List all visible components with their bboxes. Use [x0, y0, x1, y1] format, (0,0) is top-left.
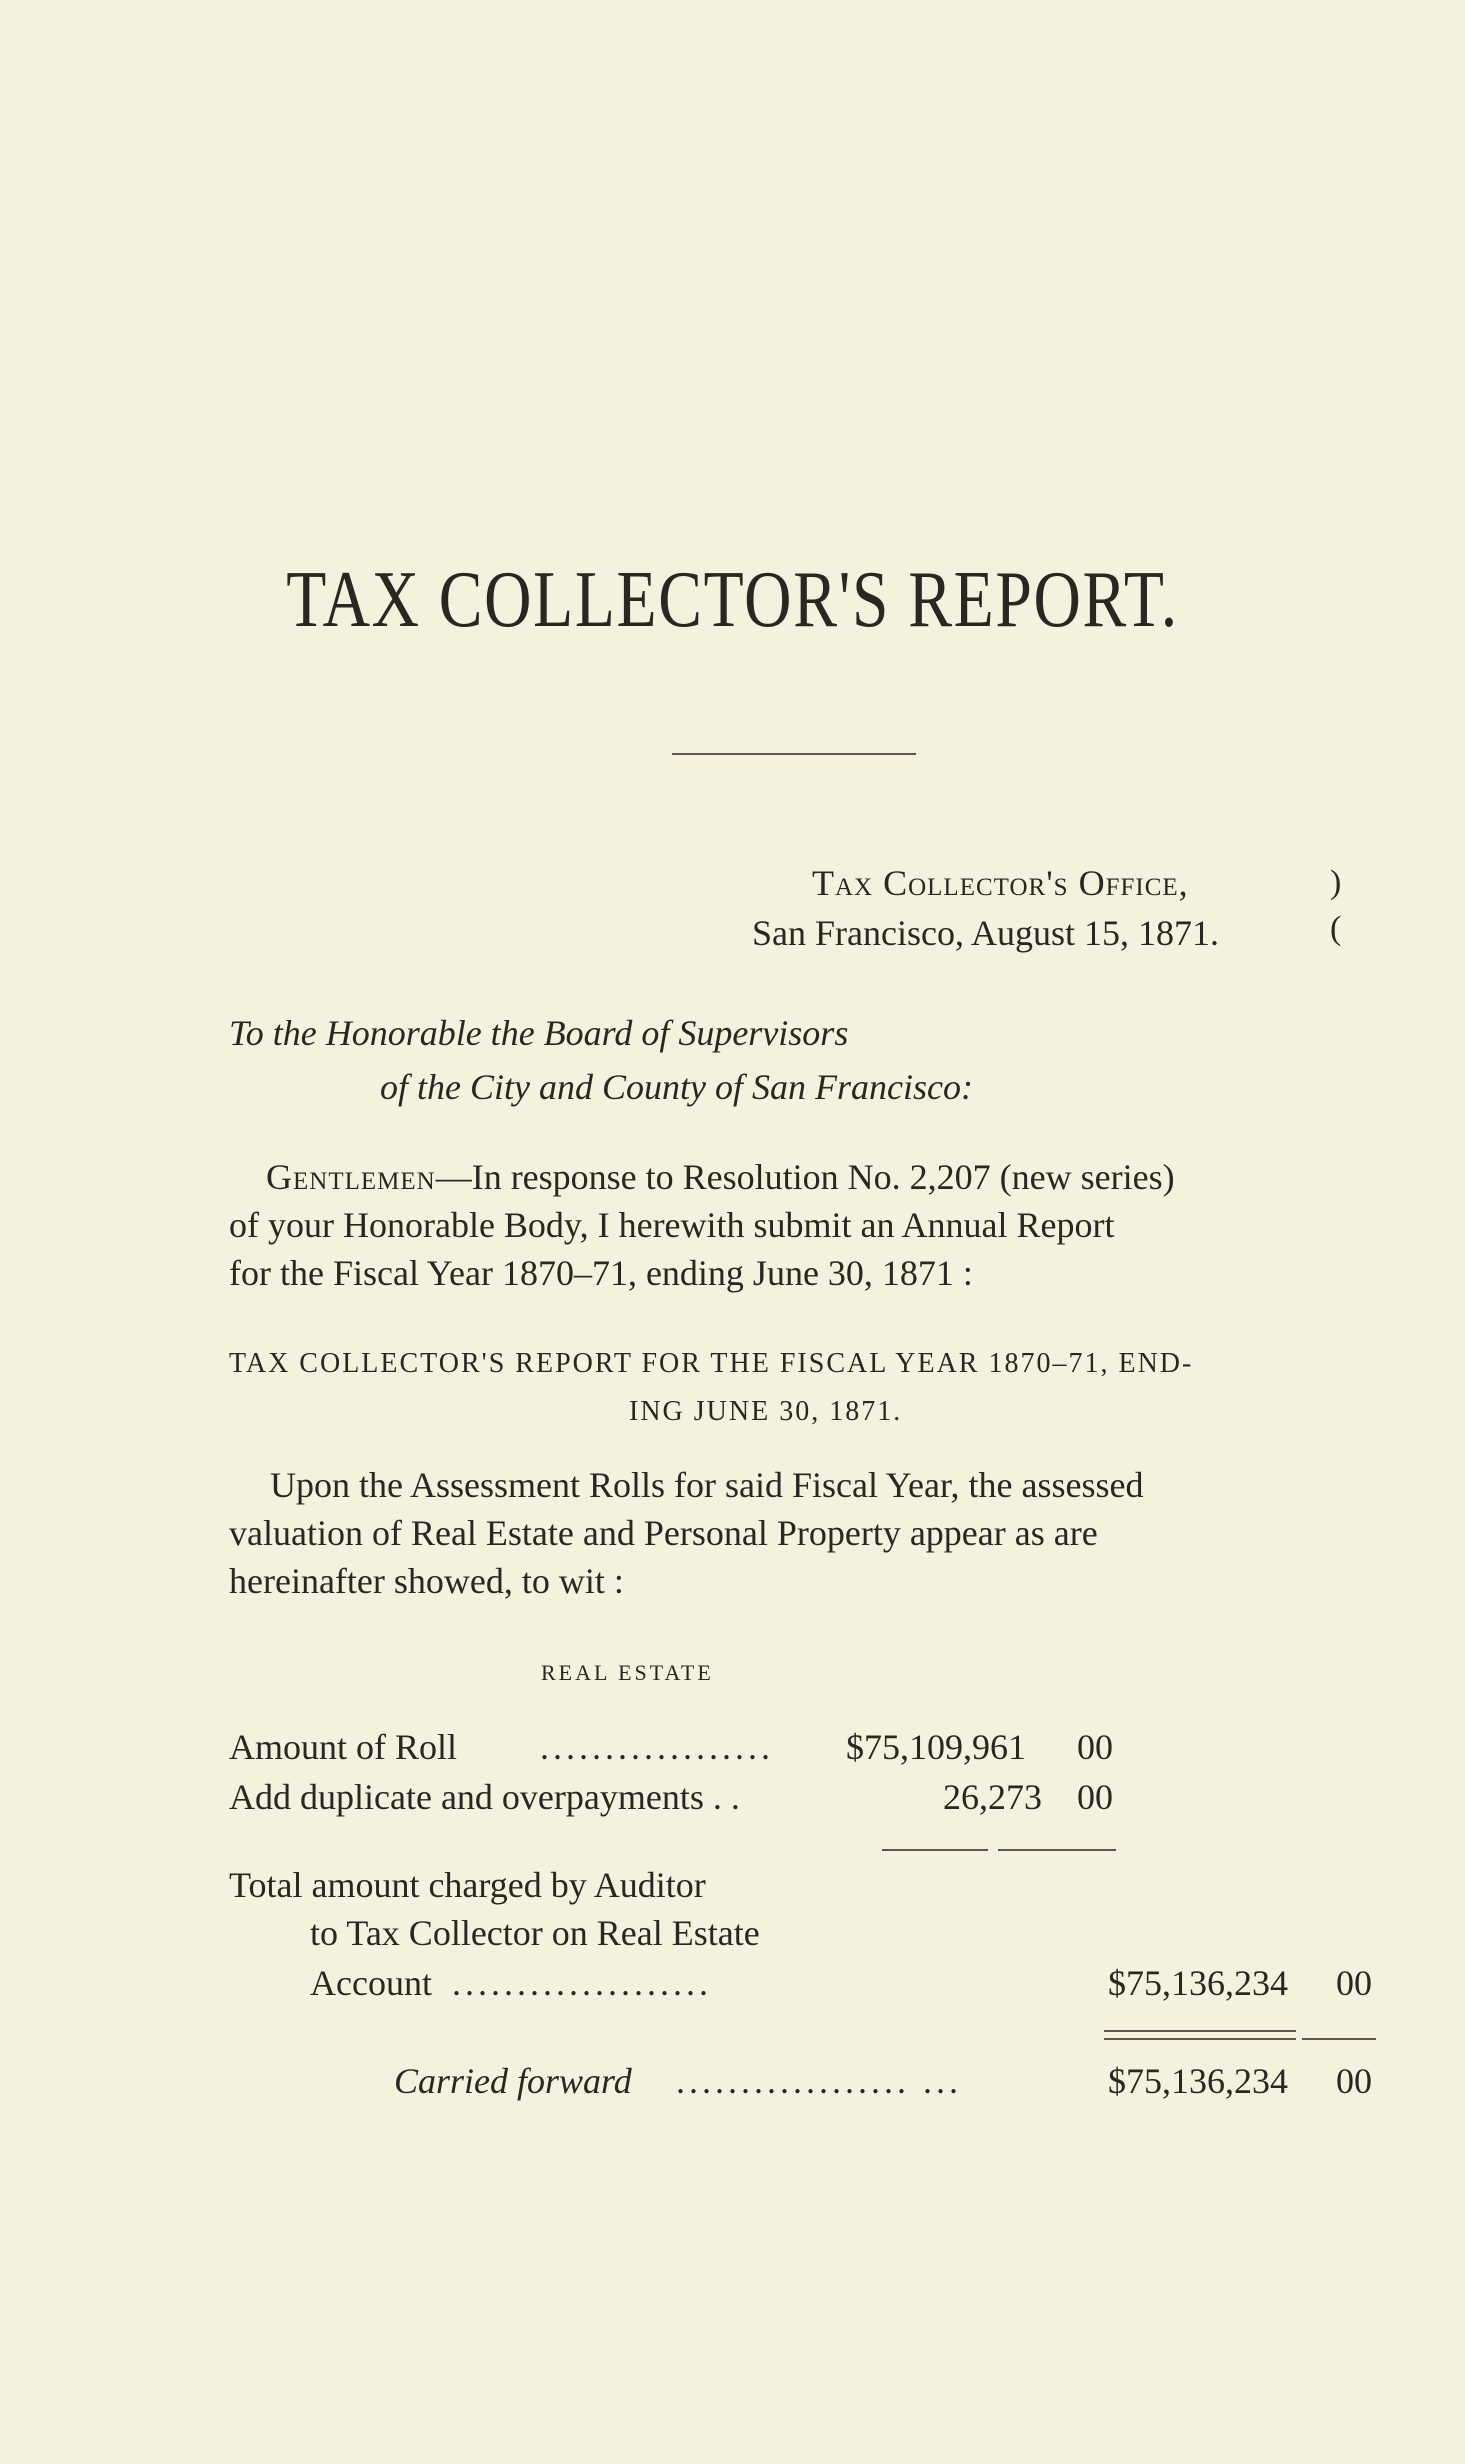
carried-forward-cents: 00: [1336, 2061, 1372, 2101]
duplicate-cents: 00: [1077, 1777, 1113, 1817]
subtotal-rule-dollars: [882, 1849, 988, 1851]
body-line-2: valuation of Real Estate and Personal Property appear as are: [229, 1513, 1098, 1553]
body-line-3: hereinafter showed, to wit :: [229, 1561, 624, 1601]
subtotal-rule-cents: [998, 1849, 1116, 1851]
body-line-1: Upon the Assessment Rolls for said Fiscal Year, the assessed: [270, 1465, 1144, 1505]
duplicate-label: Add duplicate and overpayments . .: [229, 1777, 740, 1817]
intro-line-1: [266, 1156, 1372, 1198]
total-label-line-3: Account: [310, 1963, 432, 2003]
duplicate-amount: 26,273: [943, 1777, 1042, 1817]
letterhead-brace-top: ): [1330, 864, 1342, 901]
total-dots: ....................: [452, 1963, 712, 2003]
intro-line-1-text: —In response to Resolution No. 2,207 (new series): [435, 1157, 1175, 1197]
carried-forward-amount: $75,136,234: [1108, 2061, 1288, 2101]
total-amount: $75,136,234: [1108, 1963, 1288, 2003]
total-label-line-2: to Tax Collector on Real Estate: [310, 1913, 760, 1953]
total-rule-upper: [1104, 2030, 1296, 2032]
letterhead-office: Tax Collector's Office,: [812, 863, 1189, 903]
total-cents: 00: [1336, 1963, 1372, 2003]
carried-forward-dots: .................. ...: [676, 2061, 962, 2101]
roll-dots: ..................: [540, 1727, 774, 1767]
roll-label: Amount of Roll: [229, 1727, 458, 1767]
total-label-line-1: Total amount charged by Auditor: [229, 1865, 706, 1905]
salutation: Gentlemen: [266, 1157, 436, 1197]
report-heading-line-2: ING JUNE 30, 1871.: [629, 1396, 903, 1427]
intro-line-3: for the Fiscal Year 1870–71, ending June 30, 1871 :: [229, 1253, 973, 1293]
letterhead-brace-bottom: (: [1330, 910, 1342, 947]
roll-amount: $75,109,961: [846, 1727, 1026, 1767]
letterhead-place-date: San Francisco, August 15, 1871.: [752, 913, 1219, 953]
carried-forward-label: Carried forward: [394, 2061, 632, 2101]
roll-cents: 00: [1077, 1727, 1113, 1767]
total-rule-lower-dollars: [1104, 2038, 1296, 2040]
address-line-2: of the City and County of San Francisco:: [380, 1067, 973, 1107]
address-line-1: To the Honorable the Board of Supervisors: [229, 1013, 849, 1053]
section-label: REAL ESTATE: [541, 1660, 714, 1685]
intro-line-2: of your Honorable Body, I herewith submit an Annual Report: [229, 1205, 1115, 1245]
report-heading-line-1: TAX COLLECTOR'S REPORT FOR THE FISCAL YEAR 1870–71, END-: [229, 1348, 1194, 1379]
page-title: TAX COLLECTOR'S REPORT.: [286, 556, 1179, 644]
total-rule-lower-cents: [1302, 2038, 1376, 2040]
title-divider: [672, 753, 916, 755]
